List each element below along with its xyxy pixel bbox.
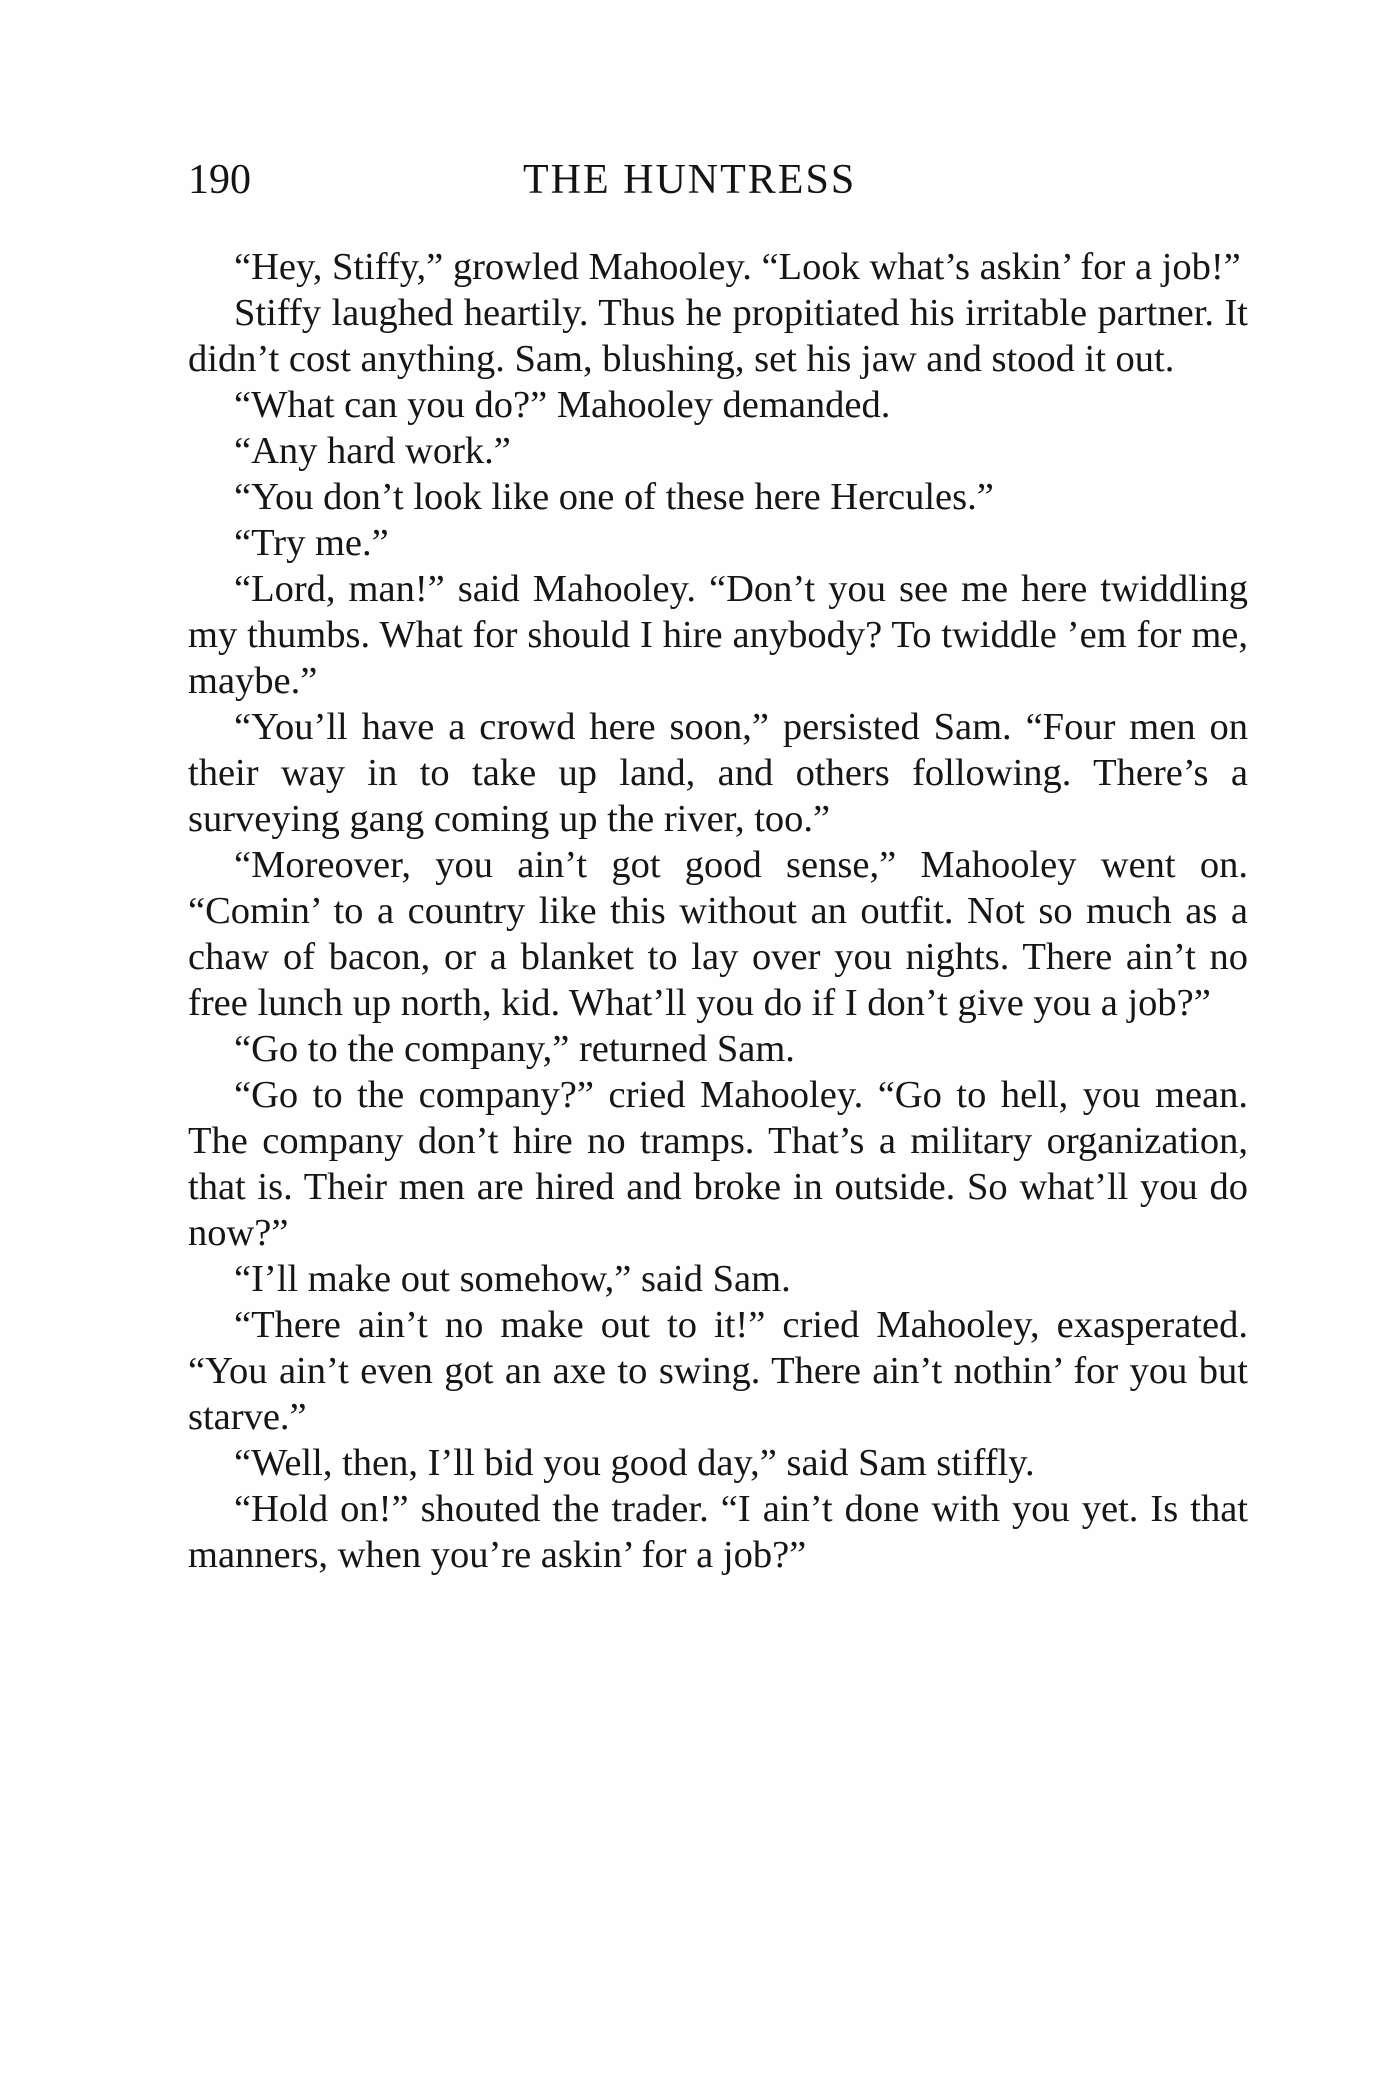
- running-title: THE HUNTRESS: [523, 157, 857, 203]
- paragraph: “Go to the company,” returned Sam.: [234, 1028, 795, 1070]
- page-header: [188, 150, 1248, 210]
- paragraph: “Hold on!” shouted the trader. “I ain’t done with you yet. Is that manners, when you’re askin’ for a job?”: [188, 1488, 1248, 1576]
- paragraph: “Well, then, I’ll bid you good day,” said Sam stiffly.: [234, 1442, 1035, 1484]
- paragraph: “Try me.”: [234, 522, 389, 564]
- paragraph: “You don’t look like one of these here Hercules.”: [234, 476, 994, 518]
- paragraph: “Any hard work.”: [234, 430, 511, 472]
- paragraph: Stiffy laughed heartily. Thus he propitiated his irritable partner. It didn’t cost anything. Sam, blushing, set his jaw and stood it out.: [188, 292, 1248, 380]
- paragraph: “Lord, man!” said Mahooley. “Don’t you see me here twiddling my thumbs. What for should I hire anybody? To twiddle ’em for me, maybe.”: [188, 568, 1248, 702]
- paragraph: “You’ll have a crowd here soon,” persisted Sam. “Four men on their way in to take up land, and others following. There’s a surveying gang coming up the river, too.”: [188, 706, 1248, 840]
- paragraph: “Hey, Stiffy,” growled Mahooley. “Look what’s askin’ for a job!”: [234, 246, 1241, 288]
- paragraph: “Moreover, you ain’t got good sense,” Mahooley went on. “Comin’ to a country like this without an outfit. Not so much as a chaw of bacon, or a blanket to lay over you nights. There ain’t no free lunch up north, kid. What’ll you do if I don’t give you a job?”: [188, 844, 1248, 1024]
- page-number: 190: [188, 157, 251, 203]
- paragraph: “There ain’t no make out to it!” cried Mahooley, exasperated. “You ain’t even got an axe to swing. There ain’t nothin’ for you but starve.”: [188, 1304, 1248, 1438]
- body-text: [188, 244, 1248, 1578]
- paragraph: “What can you do?” Mahooley demanded.: [234, 384, 891, 426]
- paragraph: “I’ll make out somehow,” said Sam.: [234, 1258, 791, 1300]
- paragraph: “Go to the company?” cried Mahooley. “Go to hell, you mean. The company don’t hire no tramps. That’s a military organization, that is. Their men are hired and broke in outside. So what’ll you do now?”: [188, 1074, 1248, 1254]
